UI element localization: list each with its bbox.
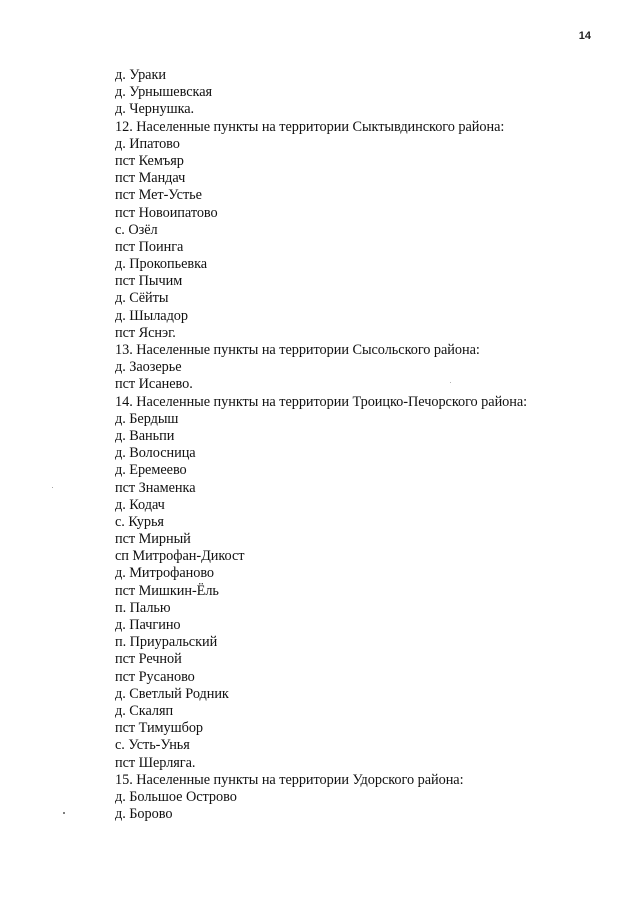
list-line: с. Курья xyxy=(115,513,164,530)
list-line: пст Знаменка xyxy=(115,479,196,496)
list-line: пст Русаново xyxy=(115,668,195,685)
list-line: д. Скаляп xyxy=(115,702,174,719)
list-line: пст Кемъяр xyxy=(115,152,184,169)
list-line: пст Тимушбор xyxy=(115,720,204,737)
list-line: пст Мишкин-Ёль xyxy=(115,582,219,599)
section-heading: 12. Населенные пункты на территории Сыктывдинского района: xyxy=(115,118,505,135)
list-line: д. Большое Острово xyxy=(115,788,237,805)
list-line: с. Озёл xyxy=(115,221,158,238)
list-line: д. Прокопьевка xyxy=(115,256,208,273)
list-line: п. Палью xyxy=(115,599,171,616)
list-line: д. Ваньпи xyxy=(115,427,175,444)
list-line: д. Шыладор xyxy=(115,307,189,324)
list-line: д. Заозерье xyxy=(115,359,182,376)
list-line: пст Мет-Устье xyxy=(115,187,202,204)
list-line: пст Мирный xyxy=(115,531,191,548)
section-heading: 15. Населенные пункты на территории Удорского района: xyxy=(115,771,464,788)
list-line: пст Исанево. xyxy=(115,376,193,393)
list-line: пст Мандач xyxy=(115,170,186,187)
list-line: д. Кодач xyxy=(115,496,165,513)
list-line: пст Яснэг. xyxy=(115,324,176,341)
list-line: д. Бердыш xyxy=(115,410,179,427)
list-line: д. Борово xyxy=(115,806,173,823)
list-line: пст Поинга xyxy=(115,238,184,255)
section-heading: 14. Населенные пункты на территории Троицко-Печорского района: xyxy=(115,393,528,410)
list-line: д. Сёйты xyxy=(115,290,169,307)
list-line: пст Речной xyxy=(115,651,182,668)
list-line: пст Шерляга. xyxy=(115,754,196,771)
list-line: д. Ипатово xyxy=(115,135,180,152)
scan-speck xyxy=(52,487,53,488)
list-line: д. Еремеево xyxy=(115,462,187,479)
list-line: д. Ураки xyxy=(115,67,166,83)
section-heading: 13. Населенные пункты на территории Сысольского района: xyxy=(115,342,480,358)
list-line: д. Пачгино xyxy=(115,617,181,633)
list-line: д. Митрофаново xyxy=(115,565,215,582)
list-line: д. Волосница xyxy=(115,445,196,462)
list-line: д. Чернушка. xyxy=(115,101,195,118)
scan-speck xyxy=(63,812,65,814)
list-line: д. Урнышевская xyxy=(115,84,213,101)
list-line: д. Светлый Родник xyxy=(115,685,229,702)
list-line: пст Новоипатово xyxy=(115,204,218,221)
scan-speck xyxy=(450,382,451,383)
list-line: с. Усть-Унья xyxy=(115,737,190,754)
list-line: пст Пычим xyxy=(115,273,183,290)
list-line: п. Приуральский xyxy=(115,634,218,651)
list-line: сп Митрофан-Дикост xyxy=(115,548,245,565)
page-number: 14 xyxy=(578,30,591,42)
settlement-list xyxy=(115,67,615,823)
